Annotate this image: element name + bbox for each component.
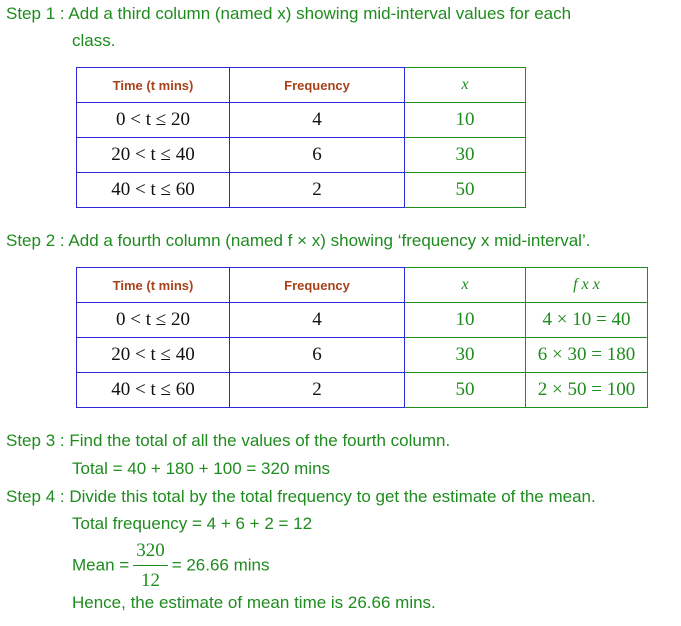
header-fx: f x x <box>526 268 648 303</box>
cell-frequency: 2 <box>230 173 405 208</box>
table-row <box>77 303 648 338</box>
mean-fraction <box>133 540 168 592</box>
step1-label: Step 1 : <box>6 4 65 23</box>
header-x: x <box>405 68 526 103</box>
cell-x: 30 <box>405 338 526 373</box>
step4-total-frequency: Total frequency = 4 + 6 + 2 = 12 <box>72 514 313 533</box>
step4-line <box>6 487 596 507</box>
table-row <box>77 138 526 173</box>
cell-fx: 4 × 10 = 40 <box>526 303 648 338</box>
cell-time: 40 < t ≤ 60 <box>77 373 230 408</box>
table-row <box>77 173 526 208</box>
step4-text: Divide this total by the total frequency to get the estimate of the mean. <box>69 487 596 506</box>
table-header-row <box>77 68 526 103</box>
fraction-numerator: 320 <box>133 540 168 566</box>
table-fx <box>76 267 648 408</box>
step4-conclusion: Hence, the estimate of mean time is 26.66 mins. <box>72 593 436 612</box>
header-x: x <box>405 268 526 303</box>
mean-label: Mean = <box>72 555 130 575</box>
step3-total: Total = 40 + 180 + 100 = 320 mins <box>72 459 331 478</box>
cell-frequency: 4 <box>230 303 405 338</box>
cell-time: 20 < t ≤ 40 <box>77 138 230 173</box>
cell-time: 40 < t ≤ 60 <box>77 173 230 208</box>
header-frequency: Frequency <box>230 68 405 103</box>
header-frequency: Frequency <box>230 268 405 303</box>
table-header-row <box>77 268 648 303</box>
cell-time: 0 < t ≤ 20 <box>77 103 230 138</box>
cell-time: 0 < t ≤ 20 <box>77 303 230 338</box>
cell-frequency: 2 <box>230 373 405 408</box>
table-mid-interval <box>76 67 526 208</box>
cell-x: 50 <box>405 173 526 208</box>
step1-text: Add a third column (named x) showing mid-interval values for each <box>68 4 572 23</box>
cell-frequency: 6 <box>230 138 405 173</box>
step4-mean <box>72 540 270 592</box>
cell-x: 30 <box>405 138 526 173</box>
step1-line <box>6 4 571 24</box>
step2-label: Step 2 : <box>6 231 65 250</box>
header-time: Time (t mins) <box>77 68 230 103</box>
step2-text: Add a fourth column (named f × x) showing ‘frequency x mid-interval’. <box>68 231 591 250</box>
cell-fx: 2 × 50 = 100 <box>526 373 648 408</box>
cell-frequency: 4 <box>230 103 405 138</box>
step2-line <box>6 231 590 251</box>
cell-frequency: 6 <box>230 338 405 373</box>
cell-fx: 6 × 30 = 180 <box>526 338 648 373</box>
cell-x: 10 <box>405 303 526 338</box>
fraction-denominator: 12 <box>140 570 160 591</box>
table-row <box>77 103 526 138</box>
step4-label: Step 4 : <box>6 487 65 506</box>
header-time: Time (t mins) <box>77 268 230 303</box>
step1-text-cont: class. <box>72 31 116 50</box>
step3-label: Step 3 : <box>6 431 65 450</box>
table-row <box>77 373 648 408</box>
table-row <box>77 338 648 373</box>
step3-text: Find the total of all the values of the fourth column. <box>69 431 451 450</box>
cell-time: 20 < t ≤ 40 <box>77 338 230 373</box>
cell-x: 10 <box>405 103 526 138</box>
step3-line <box>6 431 450 451</box>
cell-x: 50 <box>405 373 526 408</box>
mean-result: = 26.66 mins <box>171 555 270 575</box>
